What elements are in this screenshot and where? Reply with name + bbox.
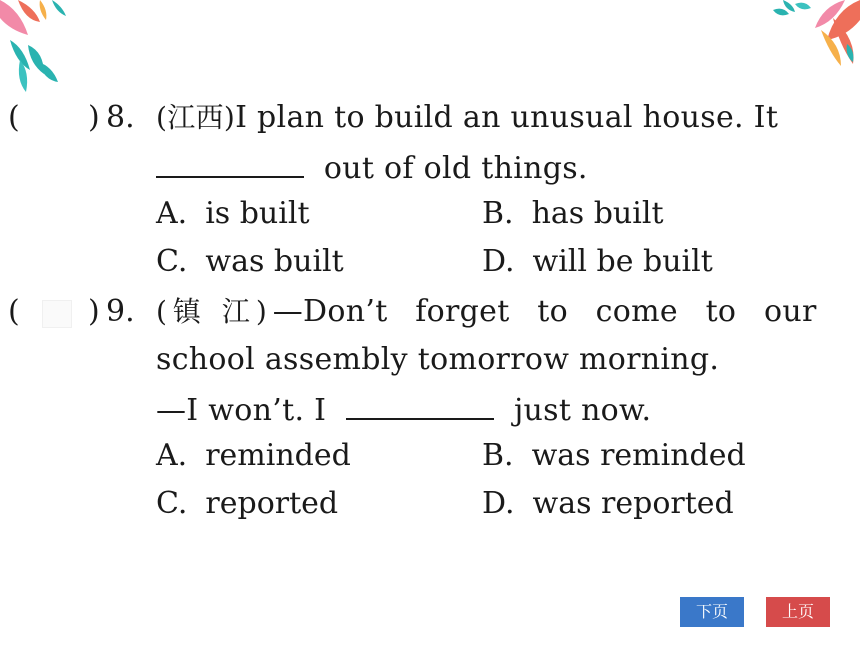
q8-stem-line2 [156, 148, 588, 187]
q9-stem-text3-post: just now. [513, 393, 652, 428]
q9-option-b-text: was reminded [531, 438, 746, 473]
q8-option-b-letter: B. [482, 196, 514, 231]
q9-option-d-letter: D. [482, 486, 515, 521]
q9-option-a-letter: A. [156, 438, 188, 473]
floral-decoration-right [735, 0, 860, 70]
q9-stem-line1 [156, 294, 826, 330]
q8-option-c[interactable] [156, 244, 344, 280]
q9-option-c-letter: C. [156, 486, 188, 521]
q9-option-b[interactable] [482, 438, 746, 474]
q9-option-d[interactable] [482, 486, 734, 522]
q8-source: (江西) [156, 101, 236, 134]
q8-option-b-text: has built [531, 196, 664, 231]
floral-decoration-left [0, 0, 80, 95]
prev-page-button[interactable]: 上页 [766, 597, 830, 627]
q8-option-c-text: was built [205, 244, 344, 279]
next-page-button[interactable]: 下页 [680, 597, 744, 627]
q9-option-c-text: reported [205, 486, 339, 521]
q8-answer-blank [156, 148, 304, 178]
q8-paren-close: ) [88, 100, 100, 135]
q8-stem-text1: I plan to build an unusual house. It [235, 100, 779, 135]
q8-option-a-text: is built [205, 196, 310, 231]
q9-paren-close: ) [88, 294, 100, 329]
q8-option-d-text: will be built [532, 244, 713, 279]
q9-option-b-letter: B. [482, 438, 514, 473]
q9-option-a-text: reminded [205, 438, 351, 473]
q9-answer-box[interactable] [42, 300, 72, 328]
q9-answer-blank [346, 390, 494, 420]
q9-option-c[interactable] [156, 486, 338, 522]
q9-number: 9. [106, 294, 135, 329]
q8-option-a[interactable] [156, 196, 310, 232]
q8-option-a-letter: A. [156, 196, 188, 231]
q9-stem-text1: —Don’t forget to come to our [272, 294, 817, 329]
q9-stem-line2: school assembly tomorrow morning. [156, 342, 720, 377]
q9-stem-line3 [156, 390, 651, 429]
q8-option-d-letter: D. [482, 244, 515, 279]
q8-number: 8. [106, 100, 135, 135]
q8-stem-line1 [156, 100, 778, 136]
q9-source: (镇 江) [156, 295, 273, 328]
q8-option-c-letter: C. [156, 244, 188, 279]
q9-option-a[interactable] [156, 438, 351, 474]
q9-paren-open: ( [8, 294, 20, 329]
q9-option-d-text: was reported [532, 486, 734, 521]
q8-stem-text2: out of old things. [323, 151, 588, 186]
q8-option-d[interactable] [482, 244, 713, 280]
q8-paren-open: ( [8, 100, 20, 135]
q9-stem-text3-pre: —I won’t. I [156, 393, 327, 428]
q8-option-b[interactable] [482, 196, 664, 232]
